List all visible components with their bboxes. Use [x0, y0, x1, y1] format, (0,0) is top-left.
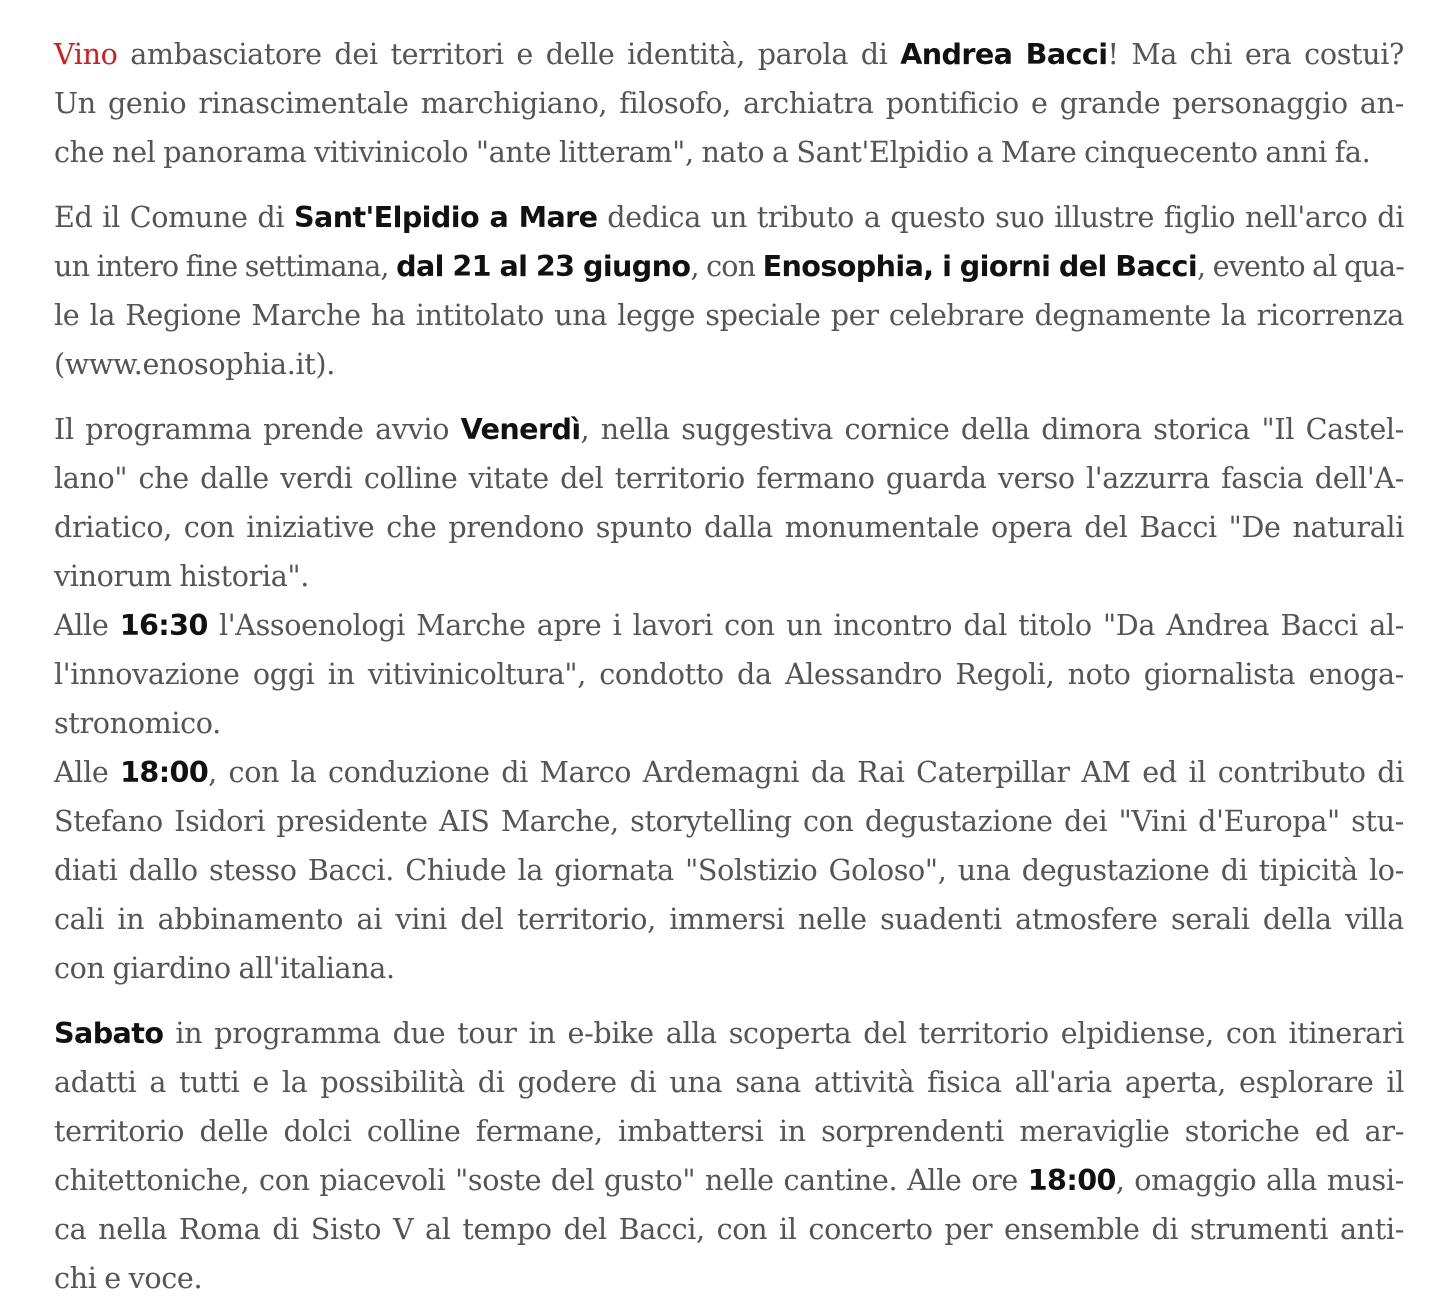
text-span: Il programma prende avvio: [54, 412, 461, 446]
text-line: cali in abbinamento ai vini del territorio, immersi nelle suadenti atmosfere serali della villa: [54, 902, 1404, 936]
text-line: [54, 1009, 1404, 1058]
text-line: [54, 601, 1404, 650]
bold-event-name: Enosophia, i giorni del Bacci: [762, 249, 1198, 283]
text-line: le la Regione Marche ha intitolato una legge speciale per celebrare degnamente la ricorrenza: [54, 298, 1404, 332]
bold-place: Sant'Elpidio a Mare: [294, 200, 598, 234]
text-line: lano" che dalle verdi colline vitate del territorio fermano guarda verso l'azzurra fascia dell'A-: [54, 461, 1404, 495]
text-span: , con la conduzione di Marco Ardemagni da Rai Caterpillar AM ed il contributo di: [208, 755, 1405, 789]
bold-day: Sabato: [54, 1016, 164, 1050]
text-line: [54, 193, 1404, 242]
text-line: chi e voce.: [54, 1261, 203, 1295]
text-line: Un genio rinascimentale marchigiano, filosofo, archiatra pontificio e grande personaggio an-: [54, 86, 1404, 120]
text-span: Alle: [54, 608, 120, 642]
text-span: ambasciatore dei territori e delle identità, parola di: [117, 37, 901, 71]
bold-time: 18:00: [120, 755, 209, 789]
bold-time: 16:30: [119, 608, 208, 642]
bold-day: Venerdì: [460, 412, 581, 446]
text-line: vinorum historia".: [54, 559, 309, 593]
text-span: Alle: [54, 755, 121, 789]
article-body: [54, 30, 1404, 1303]
text-line: Stefano Isidori presidente AIS Marche, storytelling con degustazione dei "Vini d'Europa" stu-: [54, 804, 1404, 838]
text-line: ca nella Roma di Sisto V al tempo del Bacci, con il concerto per ensemble di strumenti anti-: [54, 1212, 1404, 1246]
text-line: l'innovazione oggi in vitivinicoltura", condotto da Alessandro Regoli, noto giornalista enoga-: [54, 657, 1404, 691]
text-span: , con: [690, 249, 763, 283]
vino-link[interactable]: Vino: [54, 37, 118, 71]
bold-name: Andrea Bacci: [900, 37, 1108, 71]
text-line: che nel panorama vitivinicolo "ante litteram", nato a Sant'Elpidio a Mare cinquecento anni fa.: [54, 135, 1371, 169]
paragraph-friday: [54, 405, 1404, 993]
text-line: con giardino all'italiana.: [54, 951, 395, 985]
text-line: territorio delle dolci colline fermane, imbattersi in sorprendenti meraviglie storiche ed ar-: [54, 1114, 1404, 1148]
text-span: ! Ma chi era costui?: [1107, 37, 1405, 71]
bold-dates: dal 21 al 23 giugno: [396, 249, 691, 283]
paragraph-intro: [54, 30, 1404, 177]
text-span: dedica un tributo a questo suo illustre figlio nell'arco di: [597, 200, 1404, 234]
text-span: , nella suggestiva cornice della dimora storica "Il Castel-: [580, 412, 1404, 446]
text-line: [54, 748, 1404, 797]
text-line: driatico, con iniziative che prendono spunto dalla monumentale opera del Bacci "De naturali: [54, 510, 1404, 544]
text-span: in programma due tour in e-bike alla scoperta del territorio elpidiense, con itinerari: [163, 1016, 1404, 1050]
text-span: un intero fine settimana,: [54, 249, 397, 283]
text-line: adatti a tutti e la possibilità di godere di una sana attività fisica all'aria aperta, esplorare il: [54, 1065, 1404, 1099]
paragraph-event: [54, 193, 1404, 389]
text-line: (www.enosophia.it).: [54, 347, 335, 381]
bold-time: 18:00: [1027, 1163, 1116, 1197]
text-line: [54, 405, 1404, 454]
text-span: l'Assoenologi Marche apre i lavori con un incontro dal titolo "Da Andrea Bacci al-: [207, 608, 1404, 642]
text-span: , evento al qua-: [1197, 249, 1405, 283]
text-line: diati dallo stesso Bacci. Chiude la giornata "Solstizio Goloso", una degustazione di tipicità lo-: [54, 853, 1404, 887]
text-span: chitettoniche, con piacevoli "soste del gusto" nelle cantine. Alle ore: [54, 1163, 1028, 1197]
text-span: Ed il Comune di: [54, 200, 295, 234]
text-line: stronomico.: [54, 706, 221, 740]
text-line: [54, 30, 1404, 79]
text-span: , omaggio alla musi-: [1115, 1163, 1404, 1197]
paragraph-saturday: [54, 1009, 1404, 1303]
text-line: [54, 242, 1404, 291]
text-line: [54, 1156, 1404, 1205]
